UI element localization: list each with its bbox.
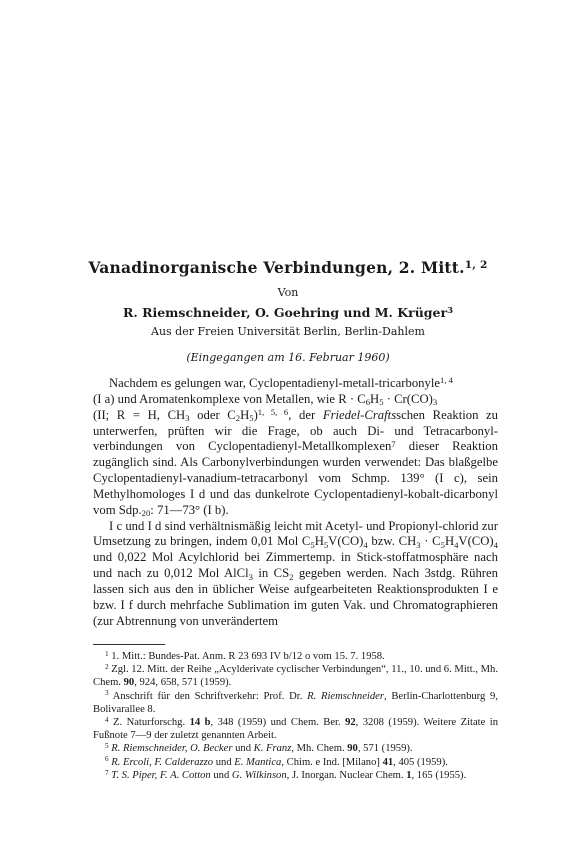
received-date: (Eingegangen am 16. Februar 1960) bbox=[186, 351, 390, 364]
paragraph-1: Nachdem es gelungen war, Cyclopentadienyl-metall-tricarbonyle$^{1, 4}$ (I a) und Aromatenkomplexe von Metallen, wie $R \cdot C_6H_5 \cdot Cr(CO)_3$ (II; R = H, $CH_3$ oder $C_2H_5)^{1, 5, 6}$, der Friedel-Craftsschen Reaktion zu unterwerfen, prüften wir die Frage, ob auch Di- und Tetracarbonyl-verbindungen von Cyclopentadienyl-Metallkomplexen$^7$ dieser Reaktion zugänglich sind. Als Carbonylverbindungen wurden verwendet: Das blaßgelbe Cyclopentadienyl-vanadium-tetracarbonyl vom Schmp. 139° (I c), sein Methylhomologes I d und das dunkelrote Cyclopentadienyl-kobalt-dicarbonyl vom $Sdp._{20}$: 71—73° (I b). bbox=[93, 375, 499, 519]
authors-footnote-mark: 3 bbox=[447, 306, 453, 317]
footnote-rule bbox=[93, 644, 165, 645]
footnote-6: $^6$ R. Ercoli, F. Calderazzo und E. Mantica, Chim. e Ind. [Milano] 41, 405 (1959). bbox=[105, 755, 448, 768]
paragraph-2: I c und I d sind verhältnismäßig leicht mit Acetyl- und Propionyl-chlorid zur Umsetzung zu bringen, indem 0,01 Mol $C_5H_5V(CO)_4$ bzw. $CH_3 \cdot C_5H_4V(CO)_4$ und 0,022 Mol Acylchlorid bei Zimmertemp. in Stick-stoffatmosphäre nach und nach zu 0,012 Mol AlCl$_3$ in $CS_2$ gegeben werden. Nach 3stdg. Rühren lassen sich aus den in üblicher Weise aufgearbeiteten Reaktionsprodukten I e bzw. I f durch mehrfache Sublimation im guten Vak. und Chromatographieren (zur Abtrennung von unverändertem bbox=[93, 518, 498, 628]
byline-von: Von bbox=[277, 286, 299, 299]
authors bbox=[0, 305, 576, 320]
footnote-3: $^3$ Anschrift für den Schriftverkehr: Prof. Dr. R. Riemschneider, Berlin-Charlottenburg 9, Bolivarallee 8. bbox=[93, 689, 499, 715]
title-footnote-marks: 1, 2 bbox=[464, 259, 488, 272]
footnote-2: $^2$ Zgl. 12. Mitt. der Reihe „Acylderivate cyclischer Verbindungen“, 11., 10. und 6. Mitt., Mh. Chem. 90, 924, 658, 571 (1959). bbox=[93, 662, 498, 689]
article-body bbox=[93, 376, 498, 630]
footnotes bbox=[93, 650, 498, 782]
footnote-7: $^7$ T. S. Piper, F. A. Cotton und G. Wilkinson, J. Inorgan. Nuclear Chem. 1, 165 (1955). bbox=[105, 768, 467, 781]
authors-text: R. Riemschneider, O. Goehring und M. Krüger bbox=[123, 305, 448, 320]
footnote-5: $^5$ R. Riemschneider, O. Becker und K. Franz, Mh. Chem. 90, 571 (1959). bbox=[105, 742, 413, 755]
article-title bbox=[0, 258, 576, 277]
footnote-1: $^1$ 1. Mitt.: Bundes-Pat. Anm. R 23 693 IV b/12 o vom 15. 7. 1958. bbox=[105, 649, 385, 662]
affiliation: Aus der Freien Universität Berlin, Berlin-Dahlem bbox=[151, 325, 425, 338]
footnote-4: $^4$ Z. Naturforschg. 14 b, 348 (1959) und Chem. Ber. 92, 3208 (1959). Weitere Zitate in Fußnote 7—9 der zuletzt genannten Arbeit. bbox=[93, 715, 498, 742]
title-text: Vanadinorganische Verbindungen, 2. Mitt. bbox=[88, 258, 465, 277]
